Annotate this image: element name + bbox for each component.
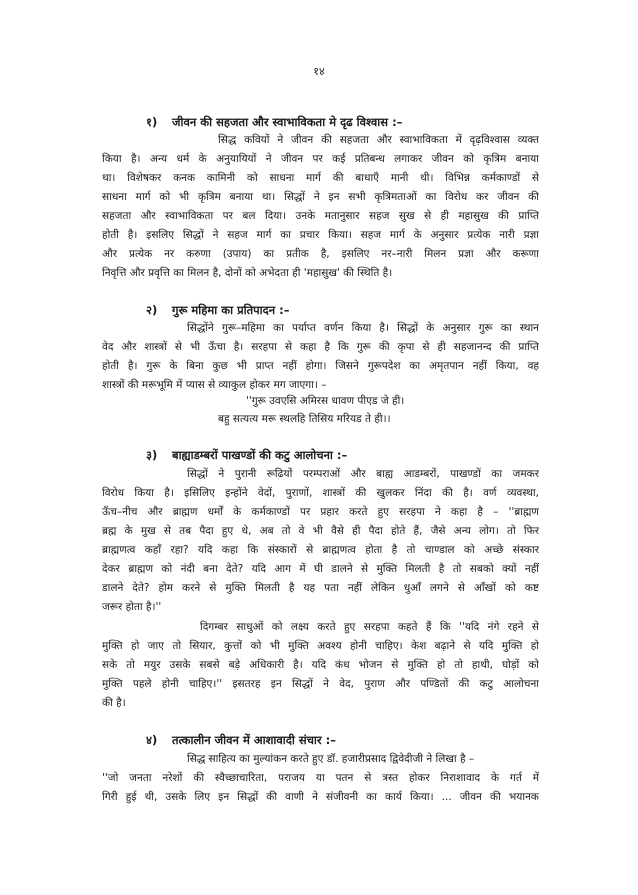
section-3-number: ३) [146, 448, 158, 462]
section-3-title: बाह्याडम्बरों पाखण्डों की कटु आलोचना :– [172, 448, 348, 462]
section-4-line: सिद्ध साहित्य का मुल्यांकन करते हुए डॉ. हजारीप्रसाद द्विवेदीजी ने लिखा है – [187, 753, 475, 765]
section-1-number: १) [146, 115, 158, 129]
verse-line: बहु सत्यत्य मरू स्थलहि तिसिय मरियड ते ही।। [218, 413, 391, 425]
section-4-title: तत्कालीन जीवन में आशावादी संचार :– [172, 733, 336, 747]
section-1-line: सहजता और स्वाभाविकता पर बल दिया। उनके मतानुसार सहज सुख से ही महासुख की प्राप्ति [102, 210, 539, 222]
section-3-line: ब्रह्म के मुख से तब पैदा हुए थे, अब तो वे भी वैसे ही पैदा होते हैं, जैसे अन्य लोग। तो फिर [102, 525, 539, 537]
section-3-line: ऊँच–नीच और ब्राह्मण धर्मों के कर्मकाण्डों पर प्रहार करते हुए सरहपा ने कहा है – ''ब्राह्मण [102, 506, 539, 518]
section-4-number: ४) [146, 733, 158, 747]
section-3-line: मुक्ति हो जाए तो सियार, कुत्तों को भी मुक्ति अवश्य होनी चाहिए। केश बढ़ाने से यदि मुक्ति हो [102, 640, 539, 652]
section-2-line: शास्त्रों की मरूभूमि में प्यास से व्याकुल होकर मग जाएगा। – [102, 379, 327, 391]
section-3-line: दिगम्बर साधुओं को लक्ष्य करते हुए सरहपा कहते हैं कि ''यदि नंगे रहने से [200, 621, 539, 633]
section-2-title: गुरू महिमा का प्रतिपादन :– [172, 303, 290, 317]
section-3-line: डालने देते? होम करने से मुक्ति मिलती है यह पता नहीं लेकिन धुआँ लगने से आँखों को कष्ट [102, 582, 539, 594]
section-2-line: वेद और शास्त्रों से भी ऊँचा है। सरहपा से कहा है कि गुरू की कृपा से ही सहजानन्द की प्राप्ति [102, 341, 539, 353]
verse-line: ''गुरू उवएसि अमिरस धावण पीएड जे ही। [246, 395, 405, 407]
section-2-number: २) [146, 303, 158, 317]
section-4-line: ''जो जनता नरेशों की स्वैच्छाचारिता, पराजय या पतन से त्रस्त होकर निराशावाद के गर्त में [102, 772, 539, 784]
section-3-line: जरूर होता है।'' [102, 601, 162, 613]
section-3-line: देकर ब्राह्मण को नंदी बना देते? यदि आग में घी डालने से मुक्ति मिलती है तो सबको क्यों नहीं [102, 563, 539, 575]
section-1-line: होती है। इसलिए सिद्धों ने सहज मार्ग का प्रचार किया। सहज मार्ग के अनुसार प्रत्येक नारी प्रज्ञा [102, 229, 539, 241]
page-number: १४ [313, 65, 325, 78]
section-1-title: जीवन की सहजता और स्वाभाविकता मे दृढ विश्वास :– [172, 115, 403, 129]
section-1-line: और प्रत्येक नर करुणा (उपाय) का प्रतीक है, इसलिए नर–नारी मिलन प्रज्ञा और करूणा [102, 248, 539, 260]
section-2-heading [146, 303, 290, 318]
section-3-line: सके तो मयुर उसके सबसे बड़े अधिकारी है। यदि कंध भोजन से मुक्ति हो तो हाथी, घोड़ों को [102, 659, 539, 671]
section-3-line: विरोध किया है। इसिलिए इन्होंने वेदों, पुराणों, शास्त्रों की खुलकर निंदा की है। वर्ण व्यवस्था, [102, 487, 539, 499]
section-1-line: था। विशेषकर कनक कामिनी को साधना मार्ग की बाधाएँ मानी थी। विभिन्न कर्मकाण्डों से [102, 172, 539, 184]
section-1-line: निवृत्ति और प्रवृत्ति का मिलन है, दोनों को अभेदता ही 'महासुख' की स्थिति है। [102, 267, 393, 279]
section-2-line: सिद्धोंने गुरू–महिमा का पर्याप्त वर्णन किया है। सिद्धों के अनुसार गुरू का स्थान [187, 322, 539, 334]
section-3-line: की है। [102, 697, 126, 709]
section-4-heading [146, 733, 336, 748]
section-3-line: सिद्धों ने पुरानी रूढियों परम्पराओं और बाह्य आडम्बरों, पाखण्डों का जमकर [187, 468, 539, 480]
section-3-heading [146, 448, 347, 463]
section-3-line: मुक्ति पहले होनी चाहिए।'' इसतरह इन सिद्धों ने वेद, पुराण और पण्डितों की कटु आलोचना [102, 678, 539, 690]
section-1-heading [146, 115, 402, 130]
section-4-line: गिरी हुई थी, उसके लिए इन सिद्धों की वाणी ने संजीवनी का कार्य किया। ... जीवन की भयानक [102, 791, 539, 803]
section-1-line: सिद्ध कवियों ने जीवन की सहजता और स्वाभाविकता में दृढ़विश्वास व्यक्त [218, 134, 539, 146]
section-3-line: ब्राह्मणत्व कहाँ रहा? यदि कहा कि संस्कारों से ब्राह्मणत्व होता है तो चाण्डाल को अच्छे संस्कार [102, 544, 539, 556]
section-2-line: होती है। गुरू के बिना कुछ भी प्राप्त नहीं होगा। जिसने गुरूपदेश का अमृतपान नहीं किया, वह [102, 360, 539, 372]
section-1-line: साधना मार्ग को भी कृत्रिम बनाया था। सिद्धों ने इन सभी कृत्रिमताओं का विरोध कर जीवन की [102, 191, 539, 203]
section-1-line: किया है। अन्य धर्म के अनुयायियों ने जीवन पर कई प्रतिबन्ध लगाकर जीवन को कृत्रिम बनाया [102, 153, 539, 165]
